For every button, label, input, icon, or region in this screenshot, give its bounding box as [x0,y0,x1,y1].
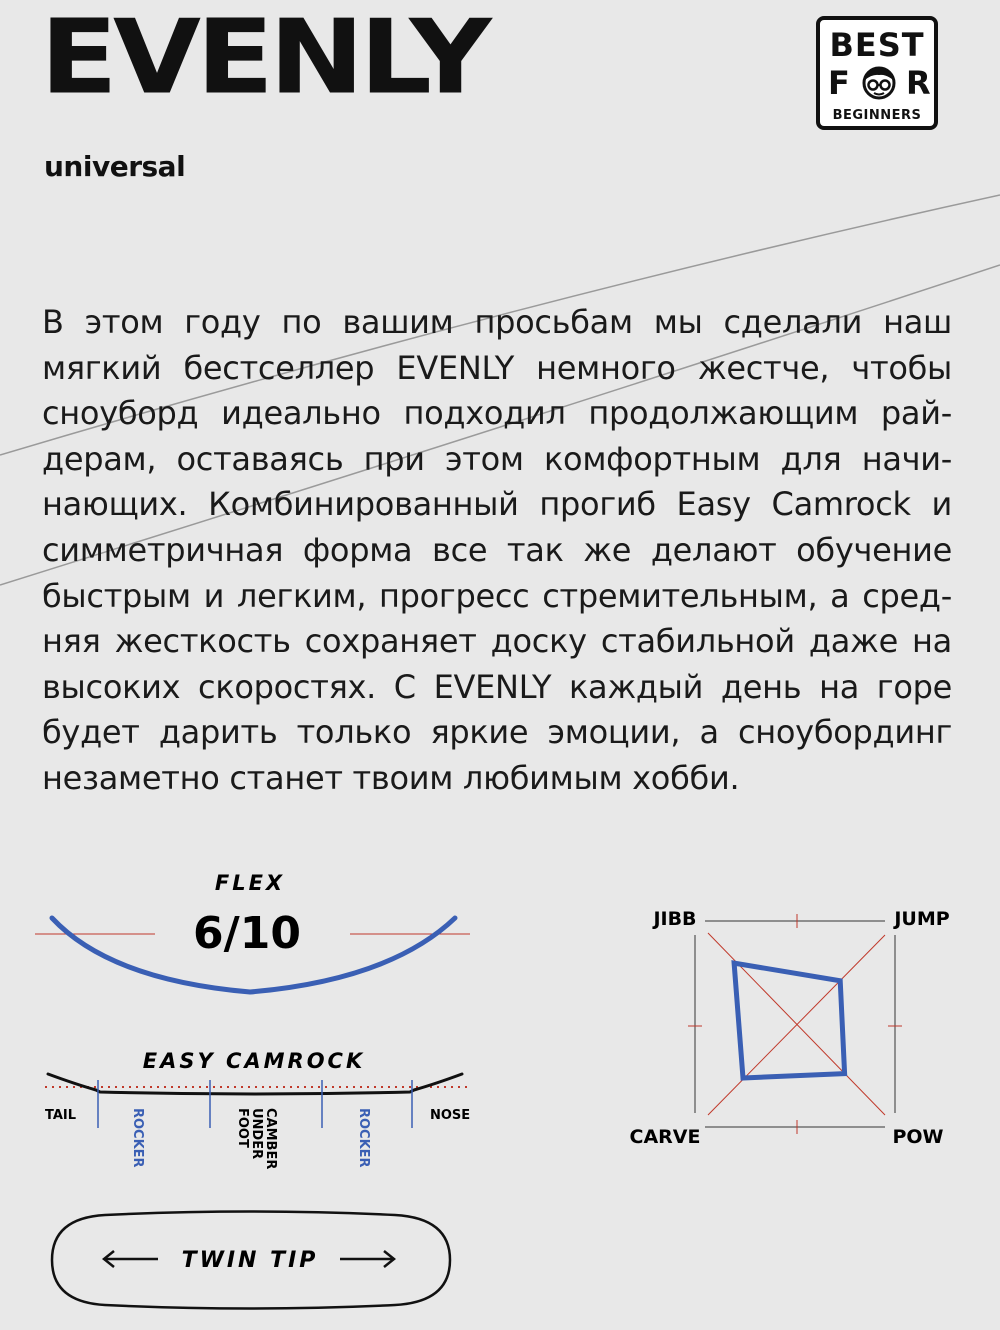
zone-camber-line3: FOOT [235,1108,250,1148]
badge-line-best: BEST [829,26,925,64]
page-subtitle: universal [44,150,186,183]
terrain-carve-label: CARVE [629,1126,701,1148]
terrain-jump-label: JUMP [894,908,950,930]
twin-tip-diagram [50,1210,455,1310]
zone-nose: NOSE [430,1108,471,1123]
terrain-jibb-label: JIBB [653,908,697,930]
profile-name: EASY CAMROCK [142,1049,366,1073]
flex-value: 6/10 [193,908,301,959]
description-line: мягкий бестселлер EVENLY немного жестче, чтобы [42,348,952,387]
camber-profile-diagram [30,1040,480,1180]
shape-label: TWIN TIP [181,1248,319,1273]
description-line: симметричная форма все так же делают обучение [42,530,952,569]
description-line: дерам, оставаясь при этом комфортным для начи- [42,439,952,478]
zone-tail: TAIL [45,1108,77,1123]
description-line: быстрым и легким, прогресс стремительным, а сред- [42,576,952,615]
description-text [42,300,952,802]
badge-r-letter: R [906,64,931,102]
description-line: будет дарить только яркие эмоции, а сноубординг [42,713,952,752]
flex-label: FLEX [214,871,286,895]
description-line: няя жесткость сохраняет доску стабильной даже на [42,622,952,661]
terrain-score-shape [734,963,845,1078]
zone-rocker-left: ROCKER [130,1108,145,1168]
badge-line-beginners: BEGINNERS [832,108,922,123]
description-line: нающих. Комбинированный прогиб Easy Camrock и [42,485,952,524]
zone-camber-line1: CAMBER [263,1108,278,1170]
terrain-pow-label: POW [892,1126,944,1148]
terrain-diagram [620,895,960,1155]
best-for-beginners-badge [816,16,938,130]
zone-rocker-right: ROCKER [356,1108,371,1168]
page-title: EVENLY [40,0,487,117]
board-profile-curve [48,1074,462,1094]
nerd-face-icon [862,66,896,100]
description-line: В этом году по вашим просьбам мы сделали наш [42,303,952,341]
flex-diagram [30,860,480,1010]
description-line: высоких скоростях. С EVENLY каждый день на горе [42,667,952,706]
zone-camber-line2: UNDER [249,1108,264,1160]
description-line: сноуборд идеально подходил продолжающим рай- [42,394,952,433]
description-line: незаметно станет твоим любимым хобби. [42,758,740,797]
badge-f-letter: F [828,64,850,102]
